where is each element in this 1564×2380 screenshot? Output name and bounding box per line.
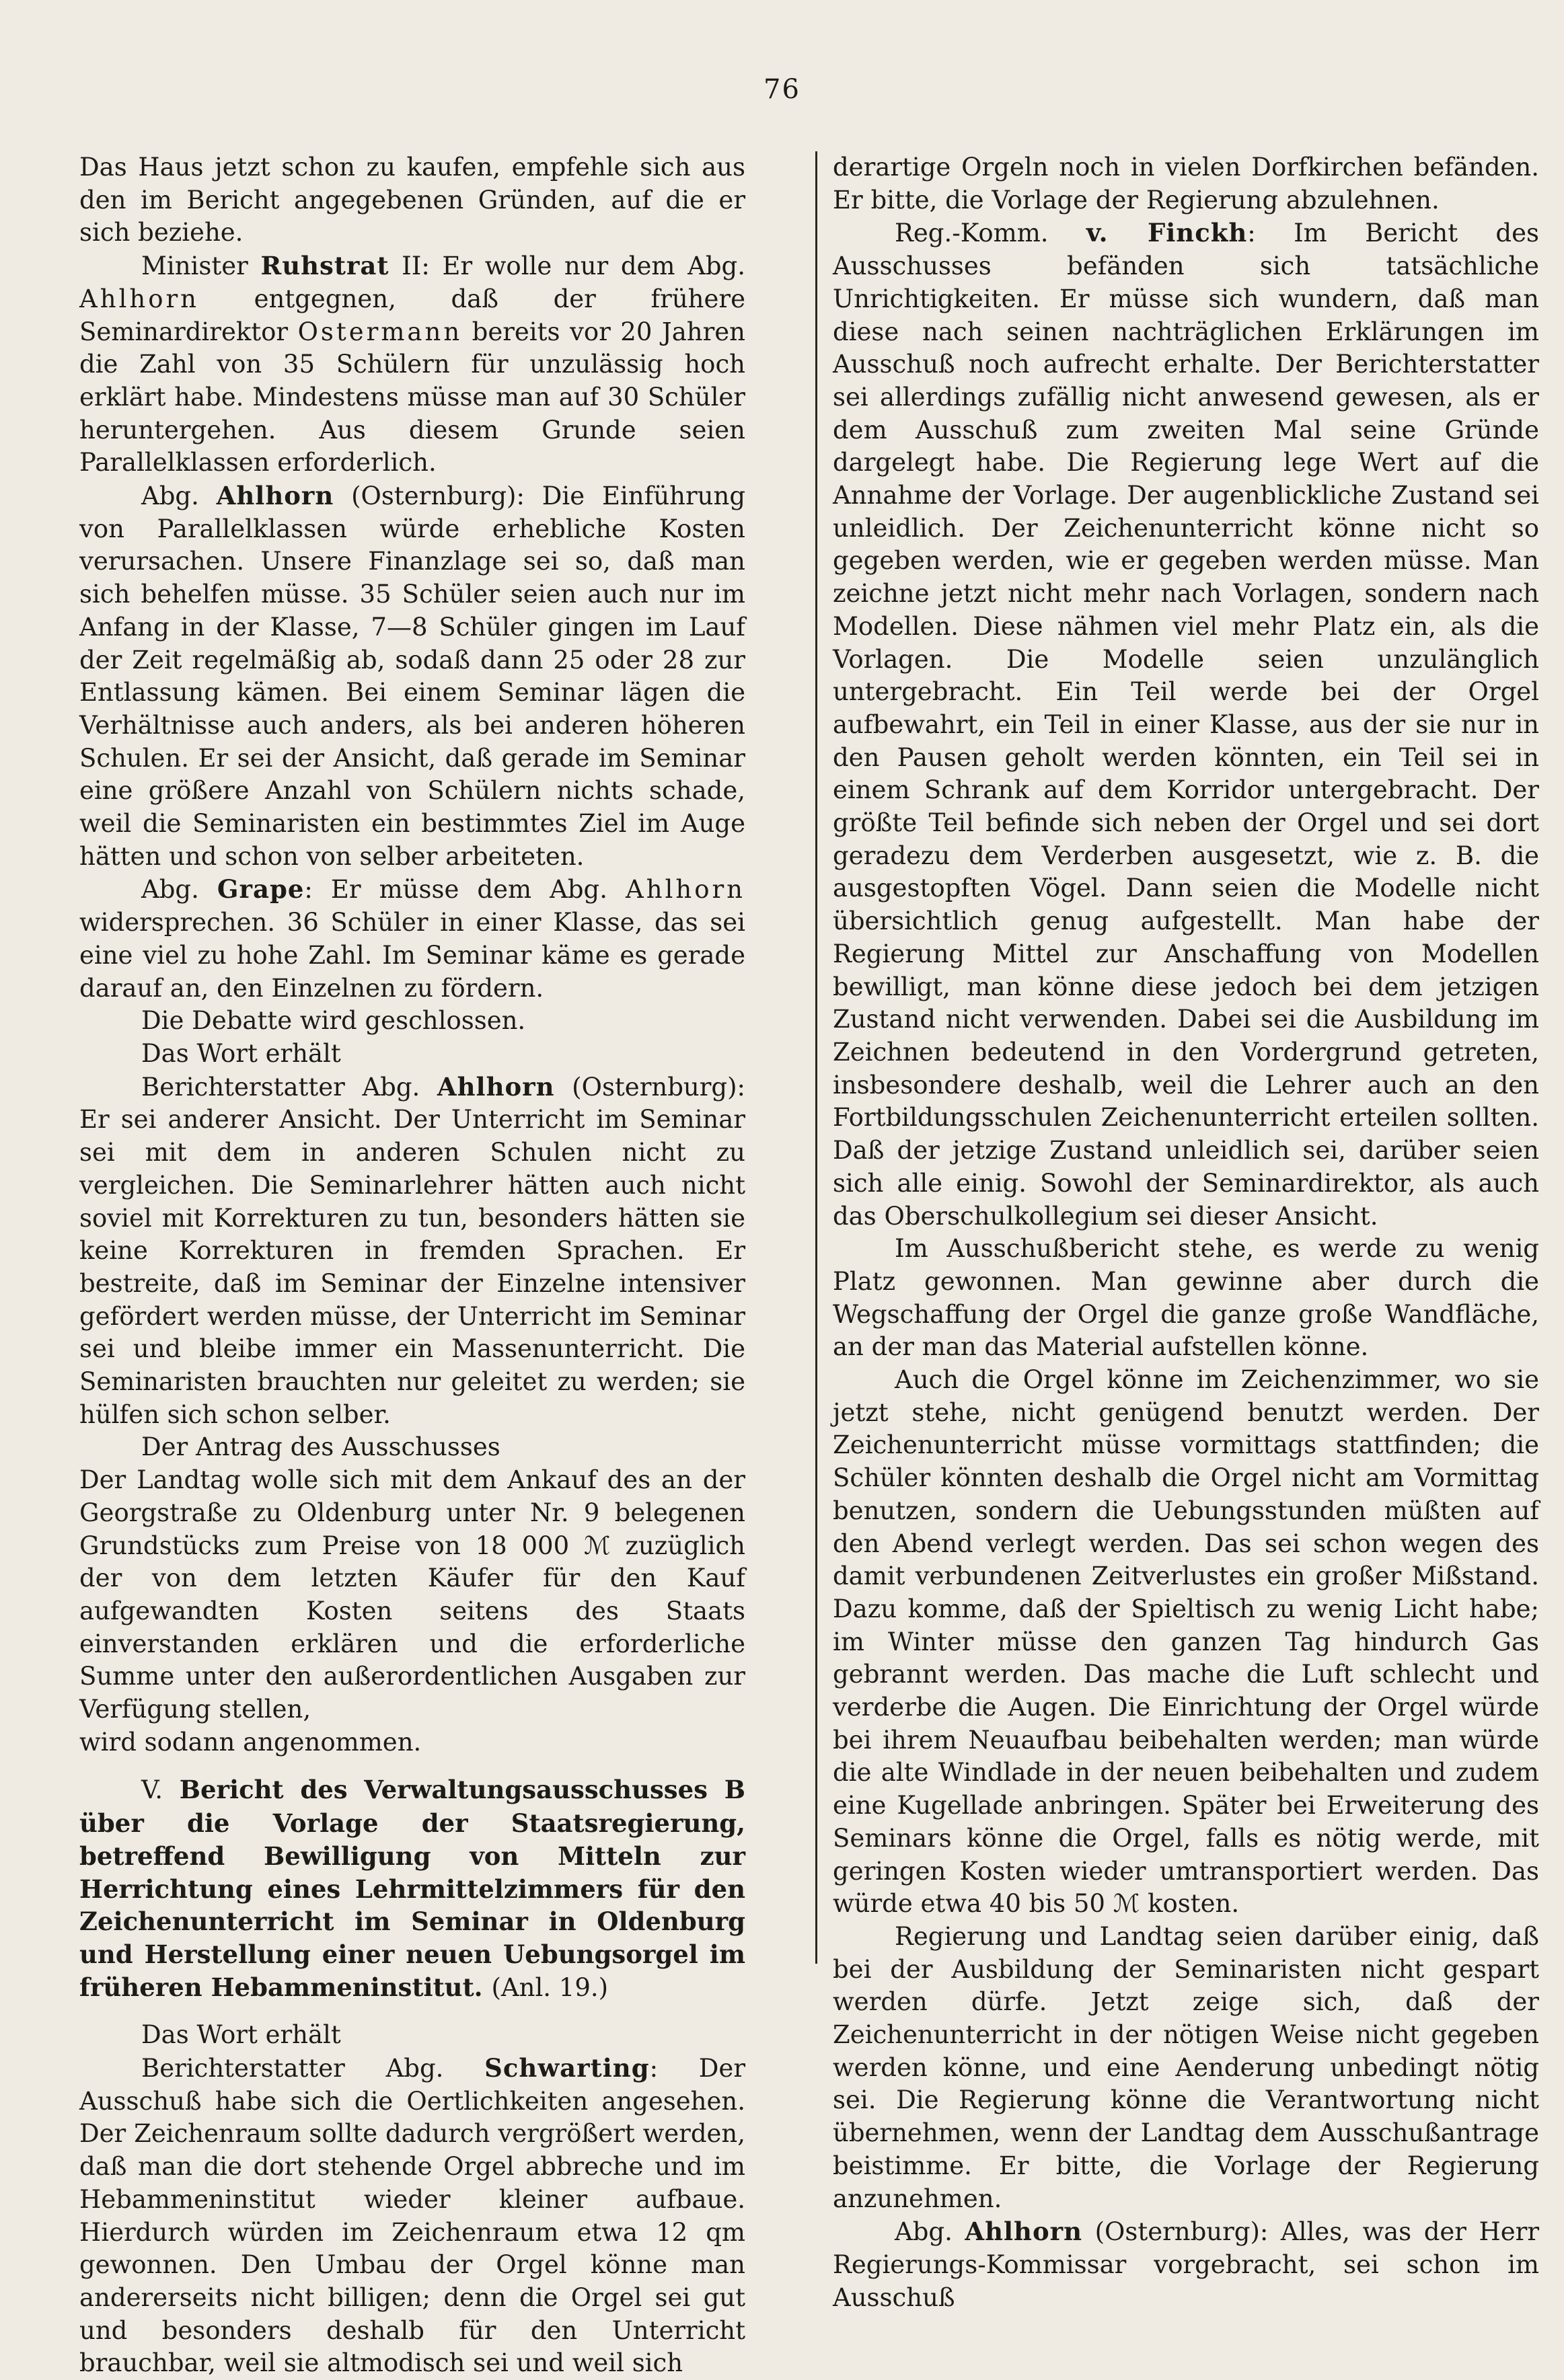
- speaker-role: Abg.: [141, 482, 199, 511]
- speaker-name: Grape: [217, 874, 305, 905]
- speech-text: bereits vor 20 Jahren die Zahl von 35 Schülern für unzulässig hoch erklärt habe. Mindestens müsse man auf 30 Schüler heruntergehen. Aus diesem Grunde seien Parallelklassen erforderlich.: [79, 317, 745, 477]
- paragraph: Das Haus jetzt schon zu kaufen, empfehle sich aus den im Bericht angegebenen Gründen, auf die er sich beziehe.: [79, 153, 745, 247]
- speech-text: (Osternburg): Er sei anderer Ansicht. Der Unterricht im Seminar sei mit dem in anderen Schulen nicht zu vergleichen. Die Seminarlehrer hätten auch nicht soviel mit Korrekturen zu tun, besonders hätten sie keine Korrekturen in fremden Sprachen. Er bestreite, daß im Seminar der Einzelne intensiver gefördert werden müsse, der Unterricht im Seminar sei und bleibe immer ein Massenunterricht. Die Seminaristen brauchten nur geleitet zu werden; sie hülfen sich schon selber.: [79, 1072, 745, 1429]
- speech-ahlhorn-reporter: [79, 1071, 745, 1432]
- speaker-name: Schwarting: [484, 2053, 650, 2083]
- section-heading: [79, 1773, 745, 2004]
- speech-ahlhorn-final: [833, 2215, 1539, 2314]
- speech-text: : Er müsse dem Abg.: [304, 875, 607, 905]
- speech-text: entgegnen, daß der frühere Seminardirektor: [79, 284, 745, 346]
- speech-ahlhorn: [79, 479, 745, 873]
- speech-grape: [79, 873, 745, 1005]
- left-column: [79, 151, 745, 2380]
- speech-text: (Osternburg): Alles, was der Herr Regierungs-Kommissar vorgebracht, sei schon im Ausschuß: [833, 2217, 1540, 2312]
- paragraph: wird sodann angenommen.: [79, 1727, 422, 1757]
- speech-text: II: Er wolle nur dem Abg.: [402, 252, 745, 281]
- section-reference: (Anl. 19.): [491, 1972, 609, 2002]
- page-number: 76: [764, 74, 800, 105]
- speech-ruhstrat: [79, 249, 745, 479]
- spacer: [79, 1759, 745, 1773]
- speaker-name: Ahlhorn: [965, 2217, 1083, 2247]
- spaced-name: Ostermann: [297, 317, 463, 346]
- paragraph: Das Wort erhält: [141, 1038, 341, 1068]
- paragraph: Regierung und Landtag seien darüber einig, daß bei der Ausbildung der Seminaristen nicht gespart werden dürfe. Jetzt zeige sich, daß der Zeichenunterricht in der nötigen Weise nicht gegeben werden könne, und eine Aenderung unbedingt nötig sei. Die Regierung könne die Verantwortung nicht übernehmen, wenn der Landtag dem Ausschußantrage beistimme. Er bitte, die Vorlage der Regierung anzunehmen.: [833, 1921, 1539, 2213]
- paragraph: Auch die Orgel könne im Zeichenzimmer, wo sie jetzt stehe, nicht genügend benutzt werden. Der Zeichenunterricht müsse vormittags stattfinden; die Schüler könnten deshalb die Orgel nicht am Vormittag benutzen, sondern die Uebungsstunden müßten auf den Abend verlegt werden. Das sei schon wegen des damit verbundenen Zeitverlustes ein großer Mißstand. Dazu komme, daß der Spieltisch zu wenig Licht habe; im Winter müsse den ganzen Tag hindurch Gas gebrannt werden. Das mache die Luft schlecht und verderbe die Augen. Die Einrichtung der Orgel würde bei ihrem Neuaufbau beibehalten werden; man würde die alte Windlade in der neuen beibehalten und zudem eine Kugellade anbringen. Später bei Erweiterung des Seminars könne die Orgel, falls es nötig werde, mit geringen Kosten wieder umtransportiert werden. Das würde etwa 40 bis 50 ℳ kosten.: [833, 1365, 1539, 1919]
- speaker-name: Ahlhorn: [216, 481, 334, 511]
- spacer: [79, 2004, 745, 2019]
- column-divider: [815, 151, 817, 1964]
- speaker-name: v. Finckh: [1086, 218, 1248, 248]
- spaced-name: Ahlhorn: [79, 284, 200, 313]
- spaced-name: Ahlhorn: [625, 875, 745, 905]
- speaker-role: Reg.-Komm.: [895, 219, 1049, 248]
- speech-finckh: [833, 217, 1539, 1233]
- paragraph: derartige Orgeln noch in vielen Dorfkirchen befänden. Er bitte, die Vorlage der Regierung abzulehnen.: [833, 153, 1539, 215]
- right-column: [833, 151, 1539, 2314]
- paragraph: Der Antrag des Ausschusses: [141, 1432, 500, 1462]
- speaker-name: Ahlhorn: [437, 1071, 555, 1102]
- speaker-role: Abg.: [895, 2217, 953, 2247]
- speech-schwarting: [79, 2052, 745, 2380]
- section-number: V.: [141, 1775, 163, 1805]
- speech-text: (Osternburg): Die Einführung von Parallelklassen würde erhebliche Kosten verursachen. Unsere Finanzlage sei so, daß man sich behelfen müsse. 35 Schüler seien auch nur im Anfang in der Klasse, 7—8 Schüler gingen im Lauf der Zeit regelmäßig ab, sodaß dann 25 oder 28 zur Entlassung kämen. Bei einem Seminar lägen die Verhältnisse auch anders, als bei anderen höheren Schulen. Er sei der Ansicht, daß gerade im Seminar eine größere Anzahl von Schülern nichts schade, weil die Seminaristen ein bestimmtes Ziel im Auge hätten und schon von selber arbeiteten.: [79, 482, 746, 871]
- speaker-role: Minister: [141, 252, 248, 281]
- speaker-name: Ruhstrat: [260, 251, 389, 281]
- paragraph: Das Wort erhält: [141, 2020, 341, 2050]
- section-title: Bericht des Verwaltungsausschusses B über die Vorlage der Staatsregierung, betreffend Bewilligung von Mitteln zur Herrichtung eines Lehrmittelzimmers für den Zeichenunterricht im Seminar in Oldenburg und Herstellung einer neuen Uebungsorgel im früheren Hebammeninstitut.: [79, 1775, 745, 2002]
- speaker-role: Berichterstatter Abg.: [141, 2054, 444, 2083]
- speech-text: : Der Ausschuß habe sich die Oertlichkeiten angesehen. Der Zeichenraum sollte dadurch vergrößert werden, daß man die dort stehende Orgel abbreche und im Hebammeninstitut wieder kleiner aufbaue. Hierdurch würden im Zeichenraum etwa 12 qm gewonnen. Den Umbau der Orgel könne man andererseits nicht billigen; denn die Orgel sei gut und besonders deshalb für den Unterricht brauchbar, weil sie altmodisch sei und weil sich: [79, 2054, 746, 2378]
- speaker-role: Abg.: [141, 875, 199, 905]
- motion-text: Der Landtag wolle sich mit dem Ankauf des an der Georgstraße zu Oldenburg unter Nr. 9 belegenen Grundstücks zum Preise von 18 000 ℳ zuzüglich der von dem letzten Käufer für den Kauf aufgewandten Kosten seitens des Staats einverstanden erklären und die erforderliche Summe unter den außerordentlichen Ausgaben zur Verfügung stellen,: [79, 1465, 745, 1724]
- paragraph: Im Ausschußbericht stehe, es werde zu wenig Platz gewonnen. Man gewinne aber durch die Wegschaffung der Orgel die ganze große Wandfläche, an der man das Material aufstellen könne.: [833, 1234, 1539, 1362]
- speech-text: widersprechen. 36 Schüler in einer Klasse, das sei eine viel zu hohe Zahl. Im Seminar käme es gerade darauf an, den Einzelnen zu fördern.: [79, 908, 745, 1003]
- speaker-role: Berichterstatter Abg.: [141, 1072, 420, 1102]
- speech-text: : Im Bericht des Ausschusses befänden sich tatsächliche Unrichtigkeiten. Er müsse sich wundern, daß man diese nach seinen nachträglichen Erklärungen im Ausschuß noch aufrecht erhalte. Der Berichterstatter sei allerdings zufällig nicht anwesend gewesen, als er dem Ausschuß zum zweiten Mal seine Gründe dargelegt habe. Die Regierung lege Wert auf die Annahme der Vorlage. Der augenblickliche Zustand sei unleidlich. Der Zeichenunterricht könne nicht so gegeben werden, wie er gegeben werden müsse. Man zeichne jetzt nicht mehr nach Vorlagen, sondern nach Modellen. Diese nähmen viel mehr Platz ein, als die Vorlagen. Die Modelle seien unzulänglich untergebracht. Ein Teil werde bei der Orgel aufbewahrt, ein Teil in einer Klasse, aus der sie nur in den Pausen geholt werden könnten, ein Teil sei in einem Schrank auf dem Korridor untergebracht. Der größte Teil befinde sich neben der Orgel und sei dort geradezu dem Verderben ausgesetzt, wie z. B. die ausgestopften Vögel. Dann seien die Modelle nicht übersichtlich genug aufgestellt. Man habe der Regierung Mittel zur Anschaffung von Modellen bewilligt, man könne diese jedoch bei dem jetzigen Zustand nicht verwenden. Dabei sei die Ausbildung im Zeichnen bedeutend in den Vordergrund getreten, insbesondere deshalb, weil die Lehrer auch an den Fortbildungsschulen Zeichenunterricht erteilen sollten. Daß der jetzige Zustand unleidlich sei, darüber seien sich alle einig. Sowohl der Seminardirektor, als auch das Oberschulkollegium sei dieser Ansicht.: [833, 219, 1539, 1231]
- paragraph: Die Debatte wird geschlossen.: [141, 1006, 526, 1036]
